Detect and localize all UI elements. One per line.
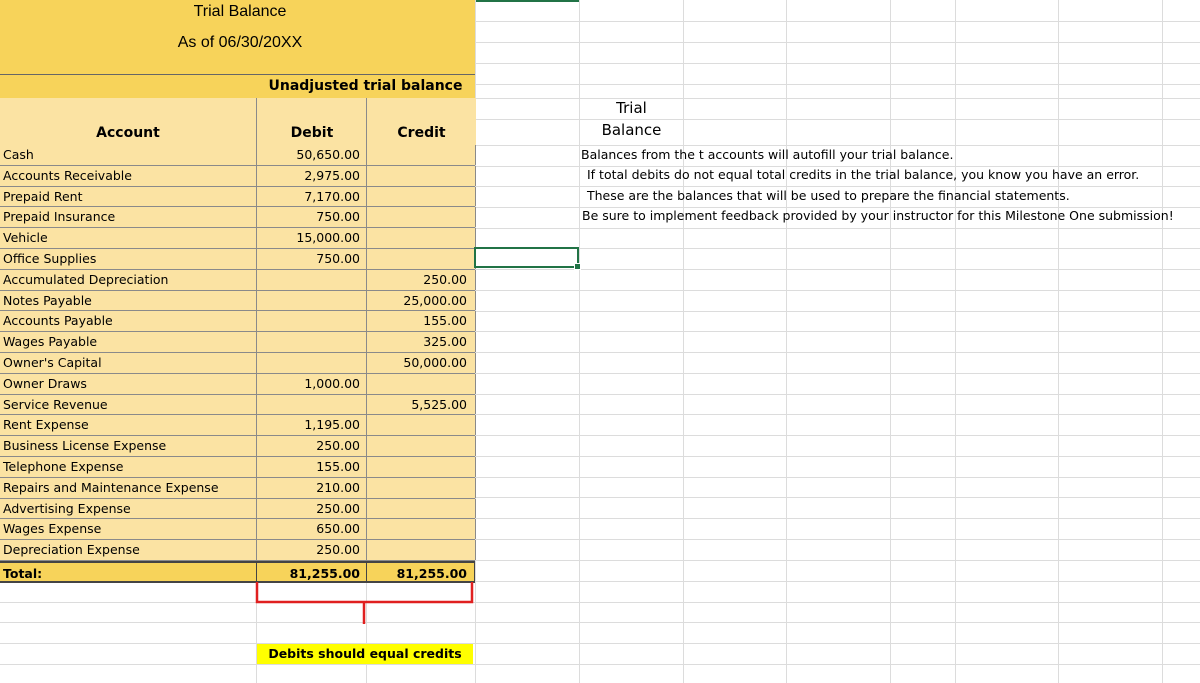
credit-cell[interactable]: 325.00 [423,334,467,350]
debit-cell[interactable]: 7,170.00 [304,188,360,204]
table-row[interactable] [0,166,475,187]
table-row[interactable] [0,291,475,312]
debit-cell[interactable]: 750.00 [316,209,360,225]
table-row[interactable] [0,540,475,561]
credit-column-header[interactable] [366,98,476,145]
debit-cell[interactable]: 50,650.00 [296,147,360,162]
table-row[interactable] [0,499,475,520]
account-cell[interactable]: Accumulated Depreciation [3,271,169,287]
sheet-title: Trial Balance [193,3,287,20]
header-divider [0,74,475,75]
account-cell[interactable]: Telephone Expense [3,458,124,474]
section-header: Unadjusted trial balance [268,78,463,94]
debit-header-label: Debit [290,125,334,141]
account-cell[interactable]: Accounts Receivable [3,167,132,183]
credit-cell[interactable]: 250.00 [423,271,467,287]
table-row[interactable] [0,228,475,249]
table-row[interactable] [0,415,475,436]
account-cell[interactable]: Vehicle [3,230,48,246]
table-row[interactable] [0,332,475,353]
account-cell[interactable]: Office Supplies [3,250,97,266]
table-row[interactable] [0,374,475,395]
note-line-1: Balances from the t accounts will autofill your trial balance. [581,147,954,162]
debit-cell[interactable]: 650.00 [316,521,360,537]
debit-cell[interactable]: 210.00 [316,479,360,495]
account-cell[interactable]: Depreciation Expense [3,542,140,558]
credit-cell[interactable]: 5,525.00 [411,396,467,412]
account-cell[interactable]: Accounts Payable [3,313,113,329]
debit-cell[interactable]: 250.00 [316,438,360,454]
total-credit[interactable]: 81,255.00 [396,565,467,581]
account-cell[interactable]: Owner's Capital [3,354,102,370]
table-row[interactable] [0,187,475,208]
account-cell[interactable]: Prepaid Rent [3,188,83,204]
total-label: Total: [3,565,43,581]
credit-cell[interactable]: 50,000.00 [403,354,467,370]
table-row[interactable] [0,457,475,478]
as-of-date: As of 06/30/20XX [177,34,303,51]
credit-header-label: Credit [397,125,446,141]
table-row[interactable] [0,436,475,457]
debit-cell[interactable]: 15,000.00 [296,230,360,246]
debit-cell[interactable]: 155.00 [316,458,360,474]
debit-cell[interactable]: 1,195.00 [304,417,360,433]
credit-cell[interactable]: 155.00 [423,313,467,329]
account-cell[interactable]: Business License Expense [3,438,167,454]
account-header-label: Account [96,125,160,141]
selected-cell[interactable] [474,247,579,268]
note-line-4: Be sure to implement feedback provided by your instructor for this Milestone One submission! [582,208,1174,223]
debit-cell[interactable]: 750.00 [316,250,360,266]
account-cell[interactable]: Notes Payable [3,292,92,308]
credit-cell[interactable]: 25,000.00 [403,292,467,308]
debit-cell[interactable]: 250.00 [316,500,360,516]
table-row[interactable] [0,311,475,332]
table-row[interactable] [0,145,475,166]
red-brace-annotation [250,580,480,630]
account-column-header[interactable] [0,98,256,145]
column-highlight [476,0,579,2]
account-cell[interactable]: Wages Expense [3,521,102,537]
account-cell[interactable]: Prepaid Insurance [3,209,116,225]
table-row[interactable] [0,207,475,228]
account-cell[interactable]: Repairs and Maintenance Expense [3,479,219,495]
notes-title-line2: Balance [601,121,662,139]
notes-title-line1: Trial [616,99,647,117]
debit-cell[interactable]: 250.00 [316,542,360,558]
table-row[interactable] [0,353,475,374]
debit-cell[interactable]: 1,000.00 [304,375,360,391]
table-row[interactable] [0,395,475,416]
trial-balance-table [0,145,475,583]
debit-cell[interactable]: 2,975.00 [304,167,360,183]
account-cell[interactable]: Rent Expense [3,417,89,433]
fill-handle[interactable] [574,263,581,270]
total-debit[interactable]: 81,255.00 [289,565,360,581]
table-row[interactable] [0,249,475,270]
account-cell[interactable]: Wages Payable [3,334,98,350]
table-row[interactable] [0,478,475,499]
debits-equal-credits-callout: Debits should equal credits [257,644,473,664]
account-cell[interactable]: Advertising Expense [3,500,131,516]
account-cell[interactable]: Service Revenue [3,396,108,412]
debit-column-header[interactable] [256,98,367,145]
account-cell[interactable]: Cash [3,147,34,162]
account-cell[interactable]: Owner Draws [3,375,87,391]
table-row[interactable] [0,519,475,540]
note-line-3: These are the balances that will be used to prepare the financial statements. [587,188,1070,203]
table-row[interactable] [0,270,475,291]
note-line-2: If total debits do not equal total credits in the trial balance, you know you have an error. [587,167,1140,182]
